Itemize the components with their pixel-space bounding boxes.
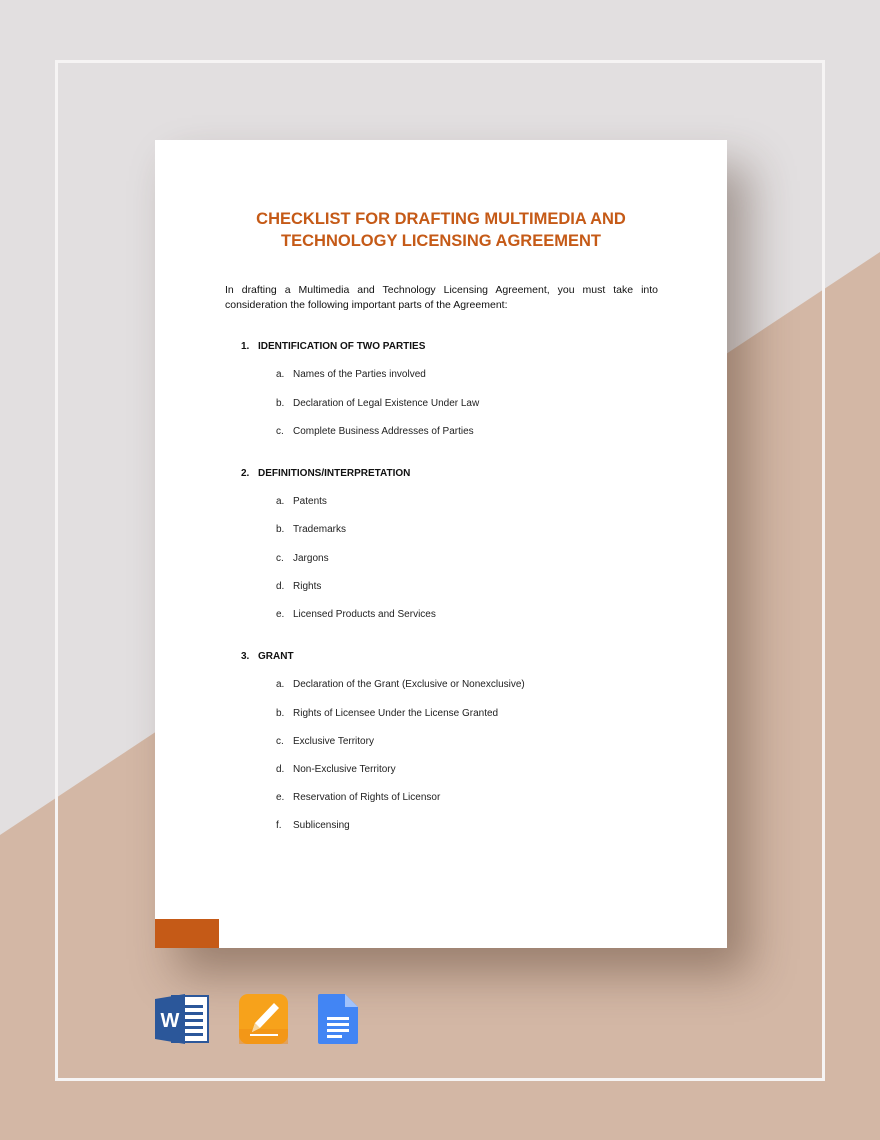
list-item: a. Names of the Parties involved	[276, 369, 426, 380]
list-item: c. Complete Business Addresses of Parties	[276, 426, 474, 437]
section-number: 2.	[241, 468, 250, 479]
list-item: c. Jargons	[276, 553, 329, 564]
section-title: IDENTIFICATION OF TWO PARTIES	[258, 341, 426, 352]
list-item: b. Trademarks	[276, 524, 346, 535]
section-heading-1	[241, 341, 425, 352]
list-item: a. Declaration of the Grant (Exclusive or Nonexclusive)	[276, 679, 525, 690]
list-item: a. Patents	[276, 496, 327, 507]
document-page	[155, 140, 727, 948]
list-item: b. Rights of Licensee Under the License Granted	[276, 708, 499, 719]
list-item: e. Licensed Products and Services	[276, 609, 436, 620]
section-title: DEFINITIONS/INTERPRETATION	[258, 468, 411, 479]
section-heading-2	[241, 468, 410, 479]
title-line-1: CHECKLIST FOR DRAFTING MULTIMEDIA AND	[256, 210, 626, 228]
list-item: e. Reservation of Rights of Licensor	[276, 792, 441, 803]
word-icon[interactable]	[155, 993, 209, 1045]
google-docs-icon[interactable]	[317, 993, 359, 1045]
document-title	[155, 208, 727, 252]
intro-paragraph: In drafting a Multimedia and Technology Licensing Agreement, you must take into consideration the following important parts of the Agreement:	[225, 284, 658, 311]
word-icon-letter: W	[160, 1010, 180, 1032]
list-item: d. Non-Exclusive Territory	[276, 764, 396, 775]
section-number: 3.	[241, 651, 250, 662]
section-heading-3	[241, 651, 294, 662]
pages-icon[interactable]	[238, 993, 289, 1045]
title-line-2: TECHNOLOGY LICENSING AGREEMENT	[281, 232, 601, 250]
list-item: d. Rights	[276, 581, 322, 592]
orange-accent-tab	[155, 919, 219, 948]
section-title: GRANT	[258, 651, 294, 662]
list-item: c. Exclusive Territory	[276, 736, 374, 747]
list-item: b. Declaration of Legal Existence Under Law	[276, 398, 480, 409]
list-item: f. Sublicensing	[276, 820, 350, 831]
section-number: 1.	[241, 341, 250, 352]
